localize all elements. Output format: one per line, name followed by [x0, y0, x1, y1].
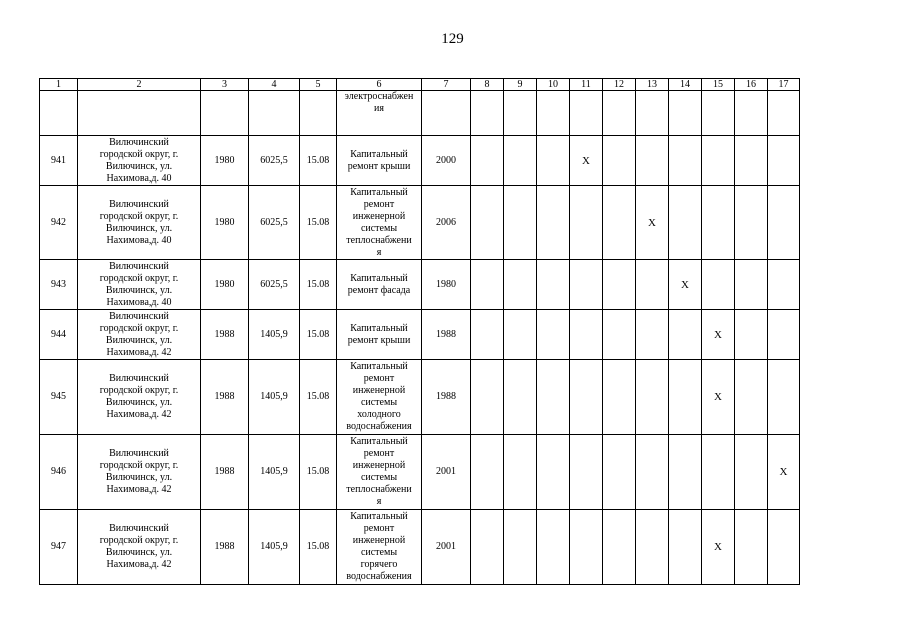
- address-cell: Вилючинский городской округ, г. Вилючинск, ул. Нахимова,д. 40: [78, 186, 201, 260]
- cell: [669, 91, 702, 136]
- empty-cell: [636, 310, 669, 360]
- code-cell: 15.08: [300, 310, 337, 360]
- work-type-cell: Капитальный ремонт инженерной системы горячего водоснабжения: [337, 510, 422, 585]
- table-row: [40, 186, 800, 260]
- empty-cell: [603, 186, 636, 260]
- repair-register-table: [39, 78, 800, 585]
- empty-cell: [504, 435, 537, 510]
- year-repair-cell: 2006: [422, 186, 471, 260]
- empty-cell: [570, 360, 603, 435]
- cell: [201, 91, 249, 136]
- row-number-cell: 945: [40, 360, 78, 435]
- work-type-cell: Капитальный ремонт инженерной системы холодного водоснабжения: [337, 360, 422, 435]
- cell: [249, 91, 300, 136]
- table-row: [40, 435, 800, 510]
- empty-cell: [636, 260, 669, 310]
- empty-cell: [768, 360, 800, 435]
- empty-cell: [471, 435, 504, 510]
- column-number-8: 8: [471, 79, 504, 91]
- row-number-cell: 946: [40, 435, 78, 510]
- year-built-cell: 1988: [201, 310, 249, 360]
- area-cell: 1405,9: [249, 510, 300, 585]
- column-number-17: 17: [768, 79, 800, 91]
- empty-cell: [702, 435, 735, 510]
- empty-cell: [636, 136, 669, 186]
- empty-cell: [735, 260, 768, 310]
- year-built-cell: 1988: [201, 360, 249, 435]
- work-type-cell: Капитальный ремонт крыши: [337, 310, 422, 360]
- empty-cell: [504, 510, 537, 585]
- empty-cell: [537, 510, 570, 585]
- work-type-cell: электроснабжен ия: [337, 91, 422, 136]
- row-number-cell: 943: [40, 260, 78, 310]
- cell: [300, 91, 337, 136]
- code-cell: 15.08: [300, 435, 337, 510]
- column-number-13: 13: [636, 79, 669, 91]
- empty-cell: [504, 260, 537, 310]
- work-type-cell: Капитальный ремонт фасада: [337, 260, 422, 310]
- empty-cell: [669, 435, 702, 510]
- year-repair-cell: 1980: [422, 260, 471, 310]
- page-number: 129: [441, 31, 464, 47]
- mark-cell: X: [702, 310, 735, 360]
- year-built-cell: 1988: [201, 435, 249, 510]
- empty-cell: [669, 186, 702, 260]
- year-built-cell: 1980: [201, 186, 249, 260]
- column-number-1: 1: [40, 79, 78, 91]
- work-type-cell: Капитальный ремонт инженерной системы теплоснабжени я: [337, 186, 422, 260]
- row-number-cell: 947: [40, 510, 78, 585]
- empty-cell: [471, 510, 504, 585]
- code-cell: 15.08: [300, 360, 337, 435]
- mark-cell: X: [669, 260, 702, 310]
- table-row: [40, 136, 800, 186]
- cell: [603, 91, 636, 136]
- cell: [636, 91, 669, 136]
- empty-cell: [537, 435, 570, 510]
- empty-cell: [537, 136, 570, 186]
- column-number-10: 10: [537, 79, 570, 91]
- empty-cell: [471, 186, 504, 260]
- empty-cell: [702, 260, 735, 310]
- code-cell: 15.08: [300, 510, 337, 585]
- empty-cell: [636, 360, 669, 435]
- empty-cell: [504, 310, 537, 360]
- year-built-cell: 1988: [201, 510, 249, 585]
- empty-cell: [603, 260, 636, 310]
- empty-cell: [603, 310, 636, 360]
- column-number-7: 7: [422, 79, 471, 91]
- empty-cell: [669, 136, 702, 186]
- empty-cell: [537, 260, 570, 310]
- empty-cell: [603, 136, 636, 186]
- table-row: [40, 360, 800, 435]
- column-number-15: 15: [702, 79, 735, 91]
- cell: [702, 91, 735, 136]
- column-number-16: 16: [735, 79, 768, 91]
- empty-cell: [570, 186, 603, 260]
- empty-cell: [603, 360, 636, 435]
- column-number-5: 5: [300, 79, 337, 91]
- address-cell: Вилючинский городской округ, г. Вилючинск, ул. Нахимова,д. 42: [78, 435, 201, 510]
- empty-cell: [603, 510, 636, 585]
- empty-cell: [735, 136, 768, 186]
- empty-cell: [570, 310, 603, 360]
- year-repair-cell: 1988: [422, 310, 471, 360]
- column-number-row: [40, 79, 800, 91]
- empty-cell: [636, 510, 669, 585]
- empty-cell: [702, 186, 735, 260]
- empty-cell: [735, 510, 768, 585]
- empty-cell: [603, 435, 636, 510]
- empty-cell: [669, 360, 702, 435]
- column-number-14: 14: [669, 79, 702, 91]
- empty-cell: [537, 360, 570, 435]
- mark-cell: X: [570, 136, 603, 186]
- empty-cell: [768, 186, 800, 260]
- year-built-cell: 1980: [201, 136, 249, 186]
- mark-cell: X: [702, 360, 735, 435]
- empty-cell: [537, 186, 570, 260]
- row-number-cell: 942: [40, 186, 78, 260]
- empty-cell: [570, 510, 603, 585]
- cell: [537, 91, 570, 136]
- area-cell: 6025,5: [249, 136, 300, 186]
- area-cell: 6025,5: [249, 260, 300, 310]
- empty-cell: [570, 260, 603, 310]
- code-cell: 15.08: [300, 186, 337, 260]
- empty-cell: [735, 310, 768, 360]
- empty-cell: [471, 260, 504, 310]
- cell: [768, 91, 800, 136]
- work-type-cell: Капитальный ремонт инженерной системы теплоснабжени я: [337, 435, 422, 510]
- empty-cell: [669, 510, 702, 585]
- area-cell: 6025,5: [249, 186, 300, 260]
- row-number-cell: 944: [40, 310, 78, 360]
- empty-cell: [504, 360, 537, 435]
- code-cell: 15.08: [300, 136, 337, 186]
- empty-cell: [471, 310, 504, 360]
- empty-cell: [735, 186, 768, 260]
- year-repair-cell: 1988: [422, 360, 471, 435]
- empty-cell: [768, 260, 800, 310]
- empty-cell: [504, 136, 537, 186]
- year-built-cell: 1980: [201, 260, 249, 310]
- empty-cell: [504, 186, 537, 260]
- table-row: [40, 310, 800, 360]
- address-cell: Вилючинский городской округ, г. Вилючинск, ул. Нахимова,д. 40: [78, 260, 201, 310]
- empty-cell: [570, 435, 603, 510]
- cell: [504, 91, 537, 136]
- empty-cell: [471, 136, 504, 186]
- address-cell: Вилючинский городской округ, г. Вилючинск, ул. Нахимова,д. 42: [78, 310, 201, 360]
- column-number-2: 2: [78, 79, 201, 91]
- cell: [40, 91, 78, 136]
- cell: [78, 91, 201, 136]
- empty-cell: [735, 360, 768, 435]
- row-number-cell: 941: [40, 136, 78, 186]
- mark-cell: X: [702, 510, 735, 585]
- code-cell: 15.08: [300, 260, 337, 310]
- column-number-9: 9: [504, 79, 537, 91]
- empty-cell: [636, 435, 669, 510]
- empty-cell: [768, 510, 800, 585]
- cell: [735, 91, 768, 136]
- year-repair-cell: 2000: [422, 136, 471, 186]
- cell: [422, 91, 471, 136]
- empty-cell: [537, 310, 570, 360]
- empty-cell: [702, 136, 735, 186]
- cell: [570, 91, 603, 136]
- column-number-4: 4: [249, 79, 300, 91]
- table-body: [40, 91, 800, 585]
- empty-cell: [768, 310, 800, 360]
- address-cell: Вилючинский городской округ, г. Вилючинск, ул. Нахимова,д. 42: [78, 510, 201, 585]
- empty-cell: [669, 310, 702, 360]
- column-number-3: 3: [201, 79, 249, 91]
- column-number-6: 6: [337, 79, 422, 91]
- mark-cell: X: [768, 435, 800, 510]
- empty-cell: [735, 435, 768, 510]
- table-row: [40, 510, 800, 585]
- mark-cell: X: [636, 186, 669, 260]
- year-repair-cell: 2001: [422, 435, 471, 510]
- address-cell: Вилючинский городской округ, г. Вилючинск, ул. Нахимова,д. 40: [78, 136, 201, 186]
- year-repair-cell: 2001: [422, 510, 471, 585]
- carry-over-row: [40, 91, 800, 136]
- area-cell: 1405,9: [249, 310, 300, 360]
- empty-cell: [768, 136, 800, 186]
- area-cell: 1405,9: [249, 435, 300, 510]
- column-number-11: 11: [570, 79, 603, 91]
- table-row: [40, 260, 800, 310]
- cell: [471, 91, 504, 136]
- work-type-cell: Капитальный ремонт крыши: [337, 136, 422, 186]
- column-number-12: 12: [603, 79, 636, 91]
- empty-cell: [471, 360, 504, 435]
- area-cell: 1405,9: [249, 360, 300, 435]
- address-cell: Вилючинский городской округ, г. Вилючинск, ул. Нахимова,д. 42: [78, 360, 201, 435]
